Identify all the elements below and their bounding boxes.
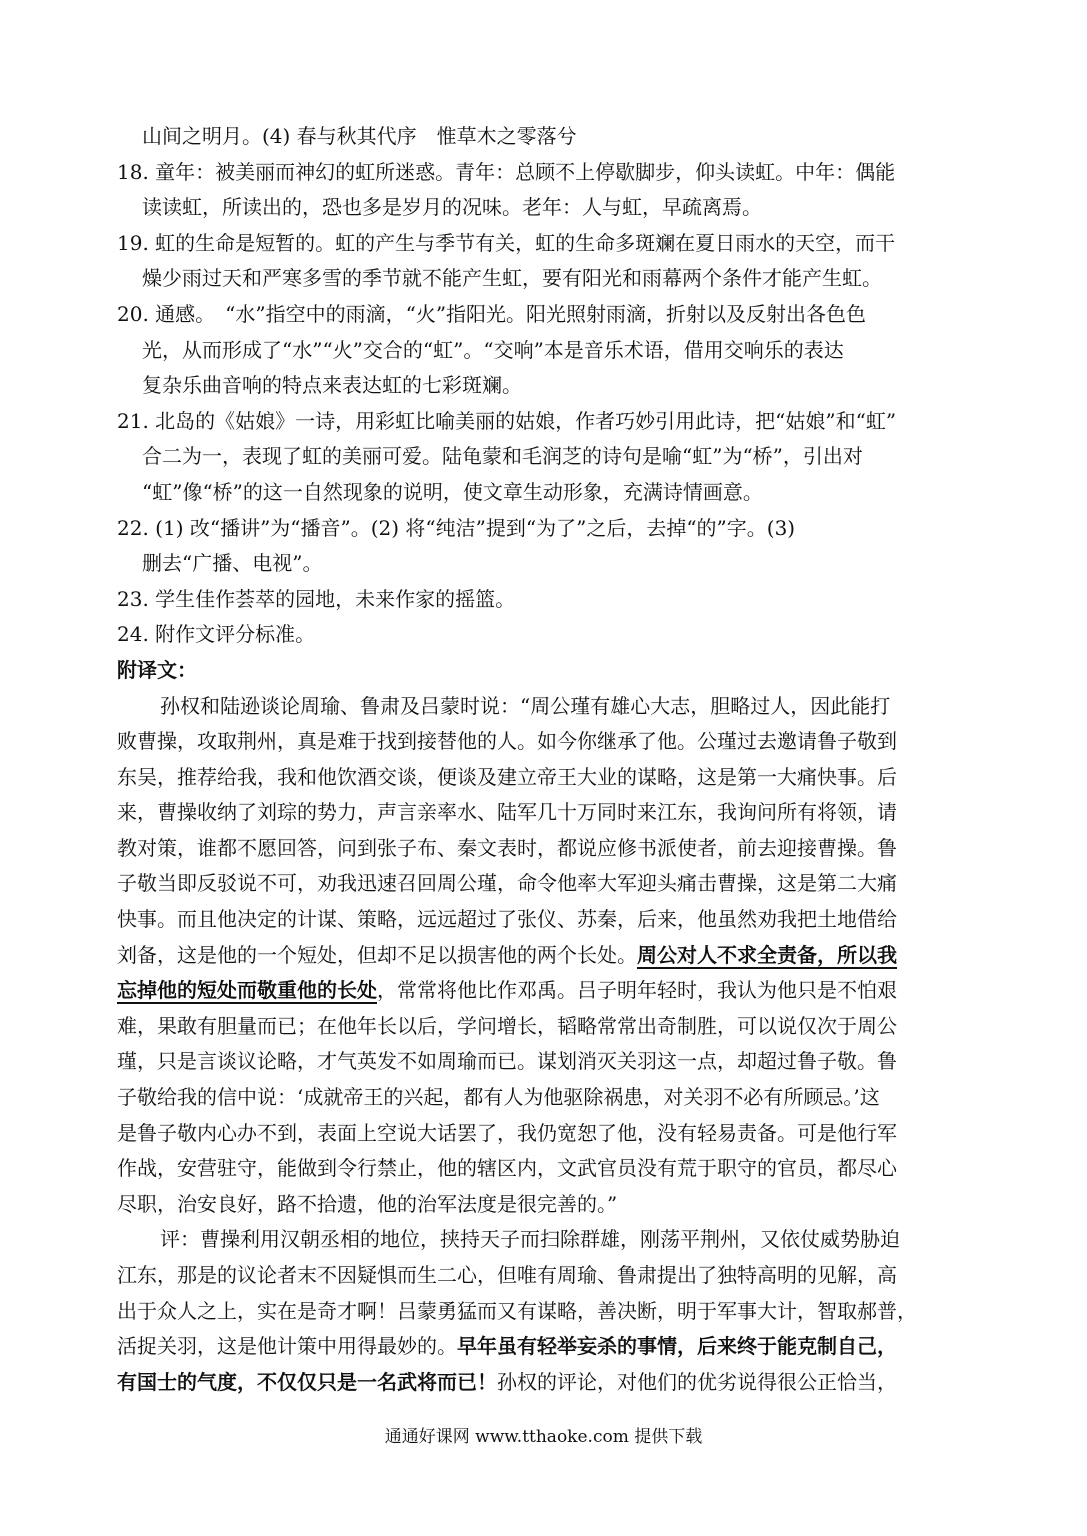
translation-p1-line-5: 教对策，谁都不愿回答，问到张子布、秦文表时，都说应修书派使者，前去迎接曹操。鲁 — [117, 835, 897, 860]
answer-19-line-1: 19. 虹的生命是短暂的。虹的产生与季节有关，虹的生命多斑斓在夏日雨水的天空，而干 — [117, 230, 896, 255]
translation-p1-line-14: 作战，安营驻守，能做到令行禁止，他的辖区内，文武官员没有荒于职守的官员，都尽心 — [117, 1156, 897, 1181]
emphasis-underlined-2: 忘掉他的短处而敬重他的长处 — [117, 978, 377, 1003]
translation-p1-line-9 — [117, 973, 977, 1009]
answer-24: 24. 附作文评分标准。 — [117, 622, 316, 647]
answer-23: 23. 学生佳作荟萃的园地，未来作家的摇篮。 — [117, 586, 516, 611]
emphasis-underlined-1: 周公对人不求全责备，所以我 — [637, 942, 897, 967]
answer-21-line-3: “虹”像“桥”的这一自然现象的说明，使文章生动形象，充满诗情画意。 — [142, 479, 763, 504]
answer-18-line-1: 18. 童年：被美丽而神幻的虹所迷惑。青年：总顾不上停歇脚步，仰头读虹。中年：偶能 — [117, 159, 896, 184]
emphasis-bold-1: 早年虽有轻举妄杀的事情，后来终于能克制自己， — [457, 1334, 897, 1359]
answer-21-line-2: 合二为一，表现了虹的美丽可爱。陆龟蒙和毛润芝的诗句是喻“虹”为“桥”，引出对 — [142, 444, 863, 469]
translation-p1-line-8 — [117, 938, 977, 974]
translation-heading: 附译文： — [117, 657, 197, 682]
answer-20-line-3: 复杂乐曲音响的特点来表达虹的七彩斑斓。 — [142, 373, 522, 398]
answer-21-line-1: 21. 北岛的《姑娘》一诗，用彩虹比喻美丽的姑娘，作者巧妙引用此诗，把“姑娘”和“虹” — [117, 408, 897, 433]
translation-p1-line-1: 孙权和陆逊谈论周瑜、鲁肃及吕蒙时说：“周公瑾有雄心大志，胆略过人，因此能打 — [160, 693, 891, 718]
translation-p1-line-8-text: 刘备，这是他的一个短处，但却不足以损害他的两个长处。 — [117, 942, 637, 967]
translation-p2-line-1: 评：曹操利用汉朝丞相的地位，挟持天子而扫除群雄，刚荡平荆州，又依仗威势胁迫 — [160, 1227, 900, 1252]
translation-p2-line-5-text: 孙权的评论，对他们的优劣说得很公正恰当， — [497, 1369, 897, 1394]
translation-p1-line-6: 子敬当即反驳说不可，劝我迅速召回周公瑾，命令他率大军迎头痛击曹操，这是第二大痛 — [117, 871, 897, 896]
translation-p1-line-3: 东吴，推荐给我，我和他饮酒交谈，便谈及建立帝王大业的谋略，这是第一大痛快事。后 — [117, 764, 897, 789]
document-body — [117, 119, 977, 1400]
translation-p1-line-4: 来，曹操收纳了刘琮的势力，声言亲率水、陆军几十万同时来江东，我询问所有将领，请 — [117, 800, 897, 825]
translation-p1-line-9-text: ，常常将他比作邓禹。吕子明年轻时，我认为他只是不怕艰 — [377, 978, 897, 1003]
answer-18-line-2: 读读虹，所读出的，恐也多是岁月的况味。老年：人与虹，早疏离焉。 — [142, 195, 762, 220]
answer-19-line-2: 燥少雨过天和严寒多雪的季节就不能产生虹，要有阳光和雨幕两个条件才能产生虹。 — [142, 266, 882, 291]
answer-20-line-2: 光，从而形成了“水”“火”交合的“虹”。“交响”本是音乐术语，借用交响乐的表达 — [142, 337, 844, 362]
answer-20-line-1: 20. 通感。 “水”指空中的雨滴，“火”指阳光。阳光照射雨滴，折射以及反射出各色色 — [117, 301, 867, 326]
answer-22-line-2: 删去“广播、电视”。 — [142, 551, 323, 576]
answer-17-continued: 山间之明月。(4) 春与秋其代序 惟草木之零落兮 — [142, 124, 577, 148]
answer-22-line-1: 22. (1) 改“播讲”为“播音”。(2) 将“纯洁”提到“为了”之后，去掉“的”字。(3) — [117, 515, 796, 540]
translation-p1-line-2: 败曹操，攻取荆州，真是难于找到接替他的人。如今你继承了他。公瑾过去邀请鲁子敬到 — [117, 729, 897, 754]
emphasis-bold-2: 有国士的气度，不仅仅只是一名武将而已！ — [117, 1369, 497, 1394]
translation-p1-line-15: 尽职，治安良好，路不拾遗，他的治军法度是很完善的。” — [117, 1191, 618, 1216]
translation-p1-line-12: 子敬给我的信中说：‘成就帝王的兴起，都有人为他驱除祸患，对关羽不必有所顾忌。’这 — [117, 1085, 880, 1110]
translation-p1-line-7: 快事。而且他决定的计谋、策略，远远超过了张仪、苏秦，后来，他虽然劝我把土地借给 — [117, 907, 897, 932]
page-footer: 通通好课网 www.tthaoke.com 提供下载 — [384, 1427, 703, 1447]
translation-p1-line-13: 是鲁子敬内心办不到，表面上空说大话罢了，我仍宽恕了他，没有轻易责备。可是他行军 — [117, 1120, 897, 1145]
translation-p1-line-11: 瑾，只是言谈议论略，才气英发不如周瑜而已。谋划消灭关羽这一点，却超过鲁子敬。鲁 — [117, 1049, 897, 1074]
translation-p2-line-4 — [117, 1329, 977, 1365]
translation-p2-line-5 — [117, 1365, 977, 1401]
translation-p2-line-2: 江东，那是的议论者末不因疑惧而生二心，但唯有周瑜、鲁肃提出了独特高明的见解，高 — [117, 1263, 897, 1287]
translation-p2-line-4-text: 活捉关羽，这是他计策中用得最妙的。 — [117, 1334, 457, 1359]
translation-p2-line-3: 出于众人之上，实在是奇才啊！吕蒙勇猛而又有谋略，善决断，明于军事大计，智取郝普， — [117, 1298, 917, 1323]
translation-p1-line-10: 难，果敢有胆量而已；在他年长以后，学问增长，韬略常常出奇制胜，可以说仅次于周公 — [117, 1013, 897, 1038]
